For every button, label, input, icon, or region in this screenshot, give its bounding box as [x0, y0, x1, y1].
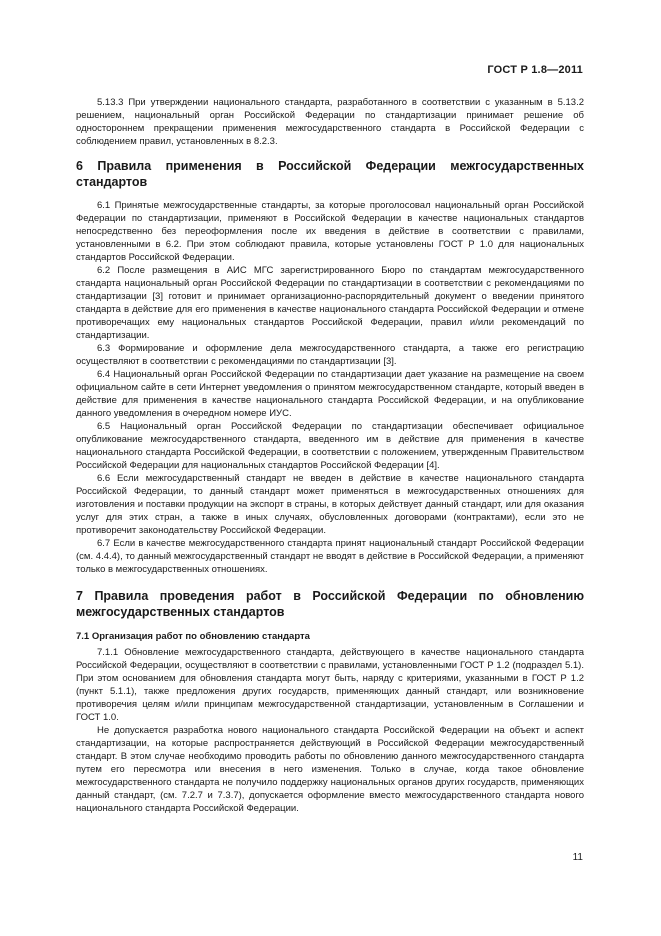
paragraph-7-1-1: 7.1.1 Обновление межгосударственного стандарта, действующего в качестве национального стандарта Российской Федерации, осуществляют в соответствии с правилами, установленными ГОСТ Р 1.2 (подраздел 5.1). При этом основанием для обновления стандарта могут быть, наряду с критериями, указанными в ГОСТ Р 1.2 (пункт 5.1.1), также предложения других государств, применяющих данный стандарт, или возникновение противоречия целям и/или принципам межгосударственной стандартизации, установленным в Соглашении и ГОСТ 1.0. [76, 647, 584, 723]
paragraph-6-2: 6.2 После размещения в АИС МГС зарегистрированного Бюро по стандартам межгосударственного стандарта национальный орган Российской Федерации по стандартизации в соответствии с рекомендациями по стандартизации [3] готовит и принимает организационно-распорядительный документ о введении принятого стандарта в действие для его применения в качестве национального стандарта Российской Федерации и отмене противоречащих ему национальных стандартов Российской Федерации, правил и/или рекомендаций по стандартизации. [76, 265, 584, 341]
page-number: 11 [572, 852, 583, 863]
page-body [76, 96, 584, 815]
section-7-heading: 7 Правила проведения работ в Российской Федерации по обновлению межгосударственных стандартов [76, 589, 584, 619]
paragraph-6-3: 6.3 Формирование и оформление дела межгосударственного стандарта, а также его регистрацию осуществляют в соответствии с рекомендациями по стандартизации [3]. [76, 343, 584, 367]
section-6-heading: 6 Правила применения в Российской Федерации межгосударственных стандартов [76, 159, 584, 189]
paragraph-6-1: 6.1 Принятые межгосударственные стандарты, за которые проголосовал национальный орган Российской Федерации по стандартизации, применяют в Российской Федерации в качестве национальных стандартов непосредственно без переоформления после их введения в действие в соответствии с правилами, установленными в 6.2. При этом соблюдают правила, которые установлены ГОСТ Р 1.0 для национальных стандартов Российской Федерации. [76, 200, 584, 263]
paragraph-5-13-3: 5.13.3 При утверждении национального стандарта, разработанного в соответствии с указанным в 5.13.2 решением, национальный орган Российской Федерации по стандартизации принимает решение об одностороннем прекращении применения межгосударственного стандарта в Российской Федерации с соблюдением правил, установленных в 8.2.3. [76, 97, 584, 147]
paragraph-6-7: 6.7 Если в качестве межгосударственного стандарта принят национальный стандарт Российской Федерации (см. 4.4.4), то данный межгосударственный стандарт не вводят в действие в Российской Федерации, а применяют только в межгосударственных отношениях. [76, 538, 584, 575]
paragraph-6-5: 6.5 Национальный орган Российской Федерации по стандартизации обеспечивает официальное опубликование межгосударственного стандарта, введенного им в действие для применения в качестве национального стандарта Российской Федерации, в соответствии с положением, утвержденным Правительством Российской Федерации для национальных стандартов Российской Федерации [4]. [76, 421, 584, 471]
subsection-7-1-heading: 7.1 Организация работ по обновлению стандарта [76, 631, 310, 642]
paragraph-7-1-1-cont: Не допускается разработка нового национального стандарта Российской Федерации на объект и аспект стандартизации, на которые распространяется действующий в Российской Федерации межгосударственный стандарт. В этом случае необходимо проводить работы по обновлению данного межгосударственного стандарта путем его пересмотра или внесения в него изменения. Только в случае, когда такое обновление межгосударственного стандарта не получило поддержку национальных органов других государств, применяющих данный стандарт, (см. 7.2.7 и 7.3.7), допускается оформление вместо межгосударственного стандарта нового национального стандарта Российской Федерации. [76, 725, 584, 814]
doc-header-id: ГОСТ Р 1.8—2011 [487, 64, 583, 76]
paragraph-6-6: 6.6 Если межгосударственный стандарт не введен в действие в качестве национального стандарта Российской Федерации, то данный стандарт может применяться в межгосударственных отношениях для изготовления и поставки продукции на экспорт в страны, в которых действует данный стандарт, или для оказания услуг для этих стран, а также в иных случаях, обусловленных договорами (контрактами), если это не противоречит законодательству Российской Федерации. [76, 473, 584, 536]
paragraph-6-4: 6.4 Национальный орган Российской Федерации по стандартизации дает указание на размещение на своем официальном сайте в сети Интернет уведомления о принятом межгосударственном стандарте, который введен в действие для применения в качестве национального стандарта Российской Федерации, и на опубликование данного уведомления в очередном номере ИУС. [76, 369, 584, 419]
